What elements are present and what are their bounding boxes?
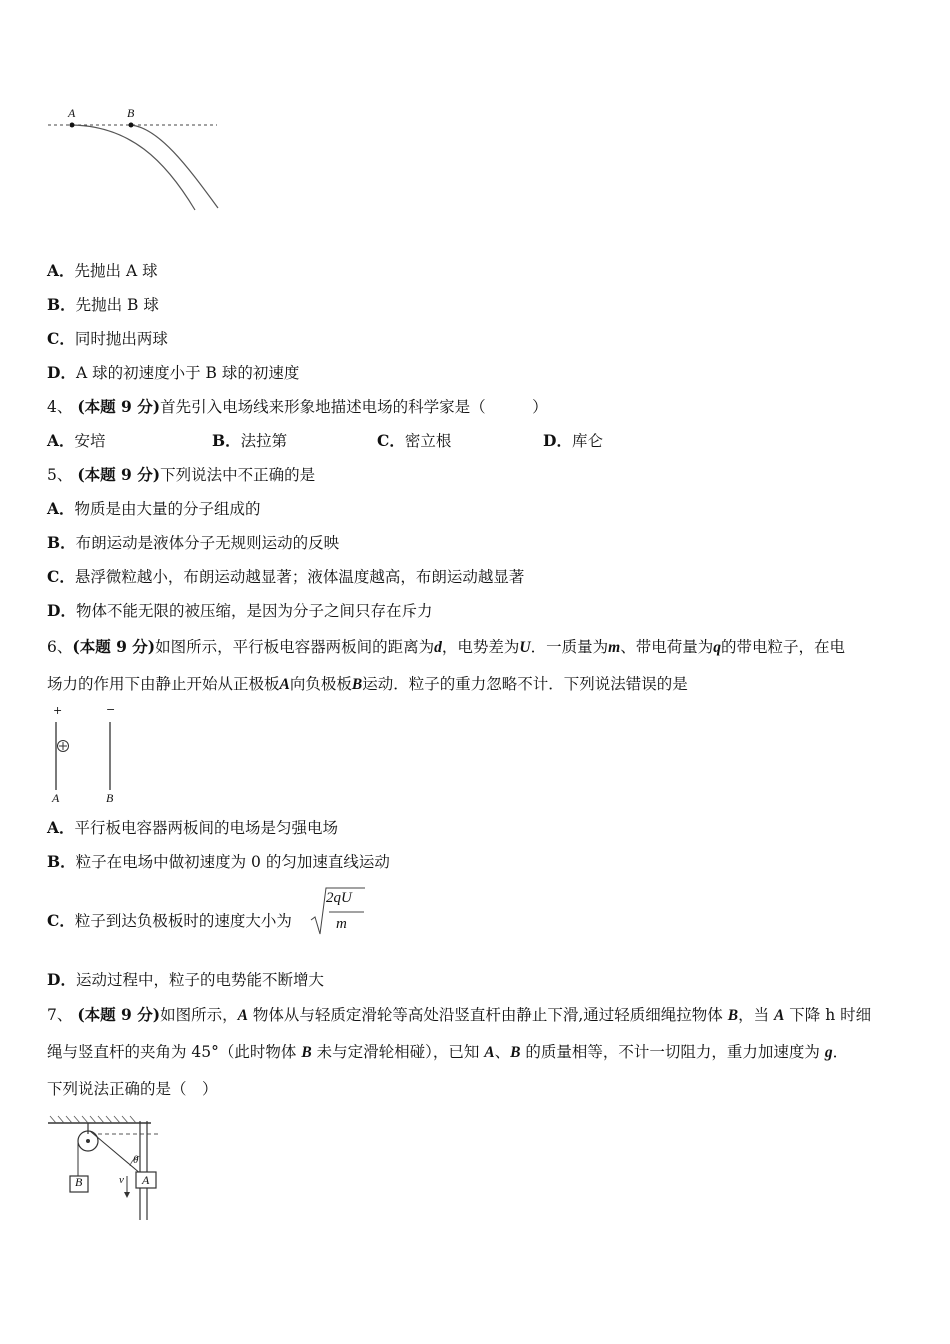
theta-label: θ [133, 1154, 139, 1166]
q5-stem: 5、 (本题 9 分)下列说法中不正确的是 [47, 465, 316, 484]
plus-sign: + [53, 704, 63, 717]
q4-stem: 4、 (本题 9 分)首先引入电场线来形象地描述电场的科学家是（ ） [47, 397, 548, 416]
block-a-label: A [142, 1173, 150, 1187]
point-a-label: A [68, 106, 76, 120]
q3-option-a: A．先抛出 A 球 [47, 261, 158, 280]
q4-option-c: C．密立根 [377, 431, 452, 450]
point-b-label: B [127, 106, 135, 120]
pulley-figure [46, 1114, 171, 1224]
plate-a-label: A [52, 791, 60, 805]
minus-sign: − [106, 703, 116, 716]
q5-option-c: C．悬浮微粒越小，布朗运动越显著；液体温度越高，布朗运动越显著 [47, 567, 525, 586]
velocity-label: v [119, 1174, 124, 1186]
q3-option-b: B．先抛出 B 球 [47, 295, 159, 314]
q5-option-d: D．物体不能无限的被压缩，是因为分子之间只存在斥力 [47, 601, 433, 620]
q3-option-c: C．同时抛出两球 [47, 329, 168, 348]
q6-option-b: B．粒子在电场中做初速度为 0 的匀加速直线运动 [47, 852, 390, 871]
block-b-label: B [75, 1175, 83, 1189]
q4-option-b: B．法拉第 [212, 431, 288, 450]
q4-option-d: D．库仑 [543, 431, 603, 450]
q4-option-a: A．安培 [47, 431, 106, 450]
q7-stem-line2: 绳与竖直杆的夹角为 45°（此时物体 B 未与定滑轮相碰），已知 A、B 的质量相等，不计一切阻力，重力加速度为 g． [47, 1043, 849, 1061]
q6-option-c: C．粒子到达负极板时的速度大小为 [47, 911, 292, 930]
q7-stem-line1: 7、 (本题 9 分)如图所示，A 物体从与轻质定滑轮等高处沿竖直杆由静止下滑,通过轻质细绳拉物体 B，当 A 下降 h 时细 [47, 1005, 872, 1024]
q6-option-a: A．平行板电容器两板间的电场是匀强电场 [47, 818, 339, 837]
plate-b-label: B [106, 791, 114, 805]
q6-option-d: D．运动过程中，粒子的电势能不断增大 [47, 970, 324, 989]
formula-numerator: 2qU [326, 890, 352, 906]
q6-stem-line2: 场力的作用下由静止开始从正极板A向负极板B运动．粒子的重力忽略不计．下列说法错误的是 [47, 675, 688, 693]
formula-denominator: m [336, 916, 347, 932]
q7-stem-line3: 下列说法正确的是（ ） [47, 1080, 218, 1098]
q5-option-a: A．物质是由大量的分子组成的 [47, 499, 261, 518]
q5-option-b: B．布朗运动是液体分子无规则运动的反映 [47, 533, 340, 552]
q6-stem-line1: 6、(本题 9 分)如图所示，平行板电容器两板间的距离为d，电势差为U．一质量为m、带电荷量为q的带电粒子，在电 [47, 637, 845, 656]
q3-option-d: D．A 球的初速度小于 B 球的初速度 [47, 363, 300, 382]
